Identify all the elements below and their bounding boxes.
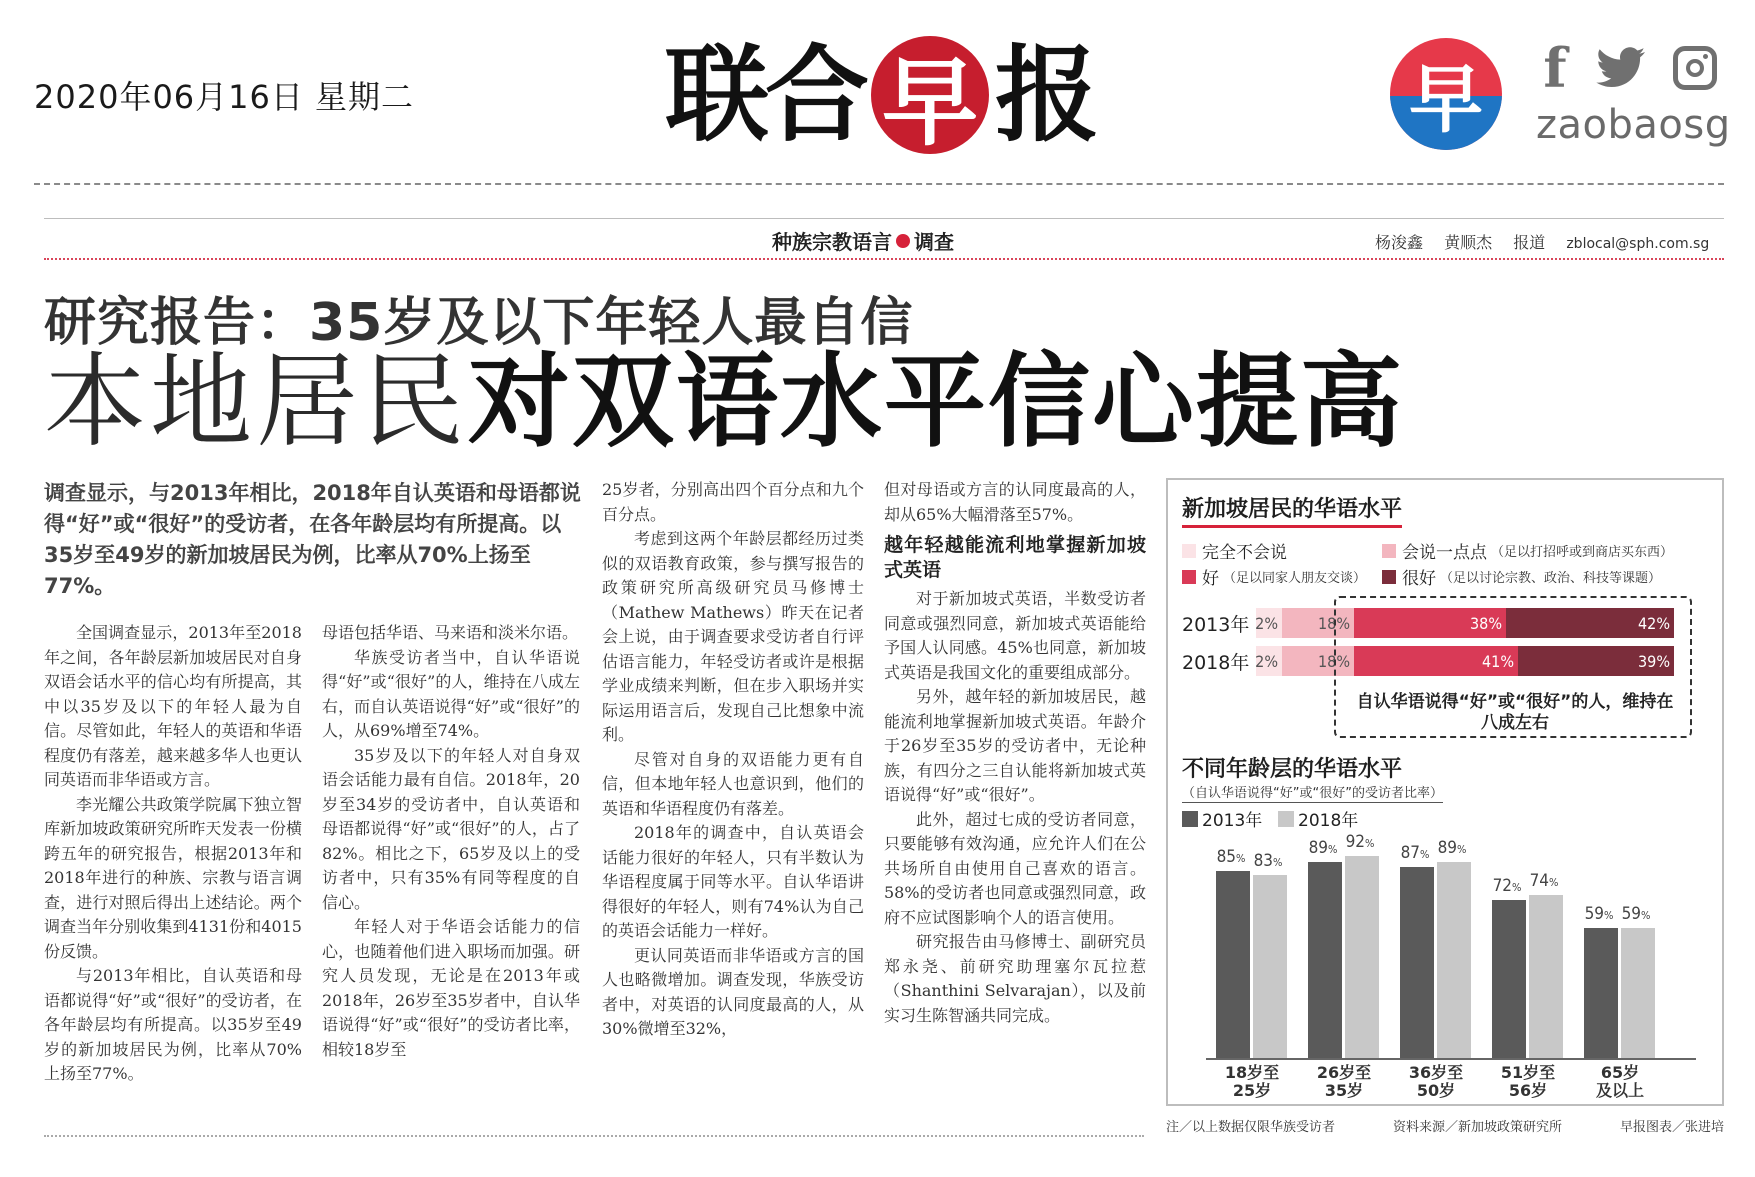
author-name: 杨浚鑫	[1375, 233, 1424, 252]
article-headline	[44, 344, 1404, 461]
body-column-4	[884, 478, 1146, 1028]
author-name: 黄顺杰	[1444, 233, 1493, 252]
chart2-data-label: 85%	[1216, 847, 1246, 867]
body-paragraph: 母语包括华语、马来语和淡米尔语。	[322, 623, 579, 642]
infographic-credits	[1166, 1116, 1724, 1135]
body-column-1	[44, 621, 302, 1087]
article-subheadline: 研究报告：35岁及以下年轻人最自信	[44, 293, 914, 353]
section-label	[772, 226, 954, 255]
chart2-bar	[1584, 928, 1618, 1058]
chart2-plot	[1168, 480, 1726, 1108]
logo-glyph: 早	[1409, 57, 1483, 143]
page-frame-line	[44, 218, 1724, 219]
legend-note: （足以讨论宗教、政治、科技等课题）	[1440, 571, 1662, 586]
chart2-data-label: 83%	[1253, 851, 1283, 872]
body-paragraph: 另外，越年轻的新加坡居民，越能流利地掌握新加坡式英语。年龄介于26岁至35岁的受访者中，无论种族，有四分之三自认能将新加坡式英语说得“好”或“很好”。	[884, 687, 1146, 804]
legend-label: 很好	[1402, 569, 1436, 589]
article-lead: 调查显示，与2013年相比，2018年自认英语和母语都说得“好”或“很好”的受访者，在各年龄层均有所提高。以35岁至49岁的新加坡居民为例，比率从70%上扬至77%。	[44, 481, 581, 598]
body-paragraph: 考虑到这两个年龄层都经历过类似的双语教育政策，参与撰写报告的政策研究所高级研究员马修博士（Mathew Mathews）昨天在记者会上说，由于调查要求受访者自行评估语言能力，年轻受访者或许是根据学业成绩来判断，但在步入职场并实际运用语言后，发现自己比想象中流利。	[602, 529, 864, 744]
byline-email[interactable]: zblocal@sph.com.sg	[1566, 236, 1710, 252]
chart1-bar-segment: 38%	[1354, 608, 1506, 638]
chart2-category-label: 36岁至 50岁	[1408, 1063, 1464, 1100]
chart2-title: 不同年龄层的华语水平	[1182, 757, 1403, 782]
chart2-data-label: 72%	[1492, 875, 1522, 896]
chart2-bar	[1621, 928, 1655, 1058]
chart2-bar	[1529, 895, 1563, 1058]
chart2-subtitle: （自认华语说得“好”或“很好”的受访者比率）	[1182, 782, 1443, 803]
body-paragraph: 尽管对自身的双语能力更有自信，但本地年轻人也意识到，他们的英语和华语程度仍有落差。	[602, 749, 864, 818]
credit-note: 注／以上数据仅限华族受访者	[1166, 1120, 1336, 1135]
chart2-bar	[1437, 862, 1471, 1058]
chart1-category-label: 2013年	[1182, 613, 1250, 636]
body-paragraph: 2018年的调查中，自认英语会话能力很好的年轻人，只有半数认为华语程度属于同等水平。自认华语讲得很好的年轻人，则有74%认为自己的英语会话能力一样好。	[602, 823, 864, 940]
infographic-box	[1166, 478, 1724, 1106]
twitter-icon[interactable]	[1596, 40, 1646, 96]
chart2-bar	[1308, 862, 1342, 1058]
body-paragraph: 25岁者，分别高出四个百分点和九个百分点。	[602, 480, 864, 524]
chart2-data-label: 87%	[1400, 842, 1430, 863]
chart1-bar-segment: 2%	[1256, 646, 1282, 676]
chart2-bar	[1492, 900, 1526, 1058]
body-column-3	[602, 478, 864, 1042]
chart1-bar-segment: 42%	[1506, 608, 1674, 638]
chart1-category-label: 2018年	[1182, 651, 1250, 674]
legend-label: 2013年	[1202, 811, 1263, 831]
body-paragraph: 华族受访者当中，自认华语说得“好”或“很好”的人，维持在八成左右，而自认英语说得“好”或“很好”的人，从69%增至74%。	[322, 647, 580, 740]
legend-note: （足以打招呼或到商店买东西）	[1491, 545, 1674, 560]
legend-label: 好	[1202, 569, 1219, 589]
section-divider	[44, 258, 1724, 260]
chart1-title: 新加坡居民的华语水平	[1182, 492, 1402, 528]
credit-graphic: 早报图表／张进培	[1619, 1120, 1724, 1135]
headline-light: 本地居民	[44, 343, 468, 462]
body-paragraph: 35岁及以下的年轻人对自身双语会话能力最有自信。2018年，20岁至34岁的受访者中，自认英语和母语都说得“好”或“很好”的人，占了82%。相比之下，65岁及以上的受访者中，只有35%有同等程度的自信心。	[322, 745, 580, 912]
masthead-char: 合	[765, 33, 866, 156]
chart2-data-label: 89%	[1437, 838, 1467, 859]
body-paragraph: 年轻人对于华语会话能力的信心，也随着他们进入职场而加强。研究人员发现，无论是在2013年或2018年，26岁至35岁者中，自认华语说得“好”或“很好”的受访者比率，相较18岁至	[322, 917, 580, 1059]
twitter-bird-icon	[1596, 47, 1646, 89]
instagram-glyph	[1673, 46, 1717, 90]
chart1-bar-segment: 18%	[1282, 608, 1354, 638]
section-dot-icon	[896, 234, 910, 248]
chart1-annotation: 自认华语说得“好”或“很好”的人，维持在八成左右	[1356, 692, 1674, 733]
masthead-seal: 早	[871, 36, 989, 154]
legend-label: 完全不会说	[1202, 543, 1287, 563]
page-bottom-divider	[44, 1135, 1144, 1137]
masthead-char: 联	[665, 33, 766, 156]
social-links	[1530, 36, 1731, 150]
body-paragraph: 研究报告由马修博士、副研究员郑永尧、前研究助理塞尔瓦拉惹（Shanthini Selvarajan），以及前实习生陈智涵共同完成。	[884, 932, 1146, 1025]
chart2-data-label: 74%	[1529, 871, 1559, 892]
body-paragraph: 但对母语或方言的认同度最高的人，却从65%大幅滑落至57%。	[884, 480, 1146, 524]
chart1-bar-segment: 18%	[1282, 646, 1354, 676]
legend-note: （足以同家人朋友交谈）	[1223, 571, 1367, 586]
chart2-bar	[1400, 867, 1434, 1058]
section-name: 种族宗教语言	[772, 230, 892, 254]
masthead-char: 报	[995, 33, 1096, 156]
chart2-category-label: 51岁至 56岁	[1500, 1063, 1556, 1100]
header-divider	[34, 183, 1724, 185]
chart2-category-label: 18岁至 25岁	[1224, 1063, 1280, 1100]
chart2-category-label: 65岁 及以上	[1595, 1063, 1644, 1100]
chart2-bar	[1216, 871, 1250, 1058]
zaobao-app-logo-icon[interactable]	[1390, 38, 1502, 150]
chart2-data-label: 92%	[1345, 831, 1375, 852]
legend-label: 会说一点点	[1402, 543, 1487, 563]
instagram-icon[interactable]	[1670, 40, 1720, 96]
byline-role: 报道	[1513, 233, 1546, 252]
chart2-data-label: 89%	[1308, 838, 1338, 859]
credit-source: 资料来源／新加坡政策研究所	[1392, 1120, 1562, 1135]
body-paragraph: 更认同英语而非华语或方言的国人也略微增加。调查发现，华族受访者中，对英语的认同度最高的人，从30%微增至32%，	[602, 945, 864, 1038]
chart2-x-axis	[1206, 1058, 1696, 1060]
byline	[1375, 230, 1709, 253]
body-crosshead: 越年轻越能流利地掌握新加坡式英语	[884, 534, 1146, 581]
facebook-icon[interactable]: f	[1543, 36, 1567, 100]
masthead-logo	[665, 30, 1095, 160]
chart1-bar-segment: 39%	[1518, 646, 1674, 676]
body-paragraph: 与2013年相比，自认英语和母语都说得“好”或“很好”的受访者，在各年龄层均有所提高。以35岁至49岁的新加坡居民为例，比率从70%上扬至77%。	[44, 966, 302, 1083]
body-paragraph: 此外，超过七成的受访者同意，只要能够有效沟通，应允许人们在公共场所自由使用自己喜欢的语言。58%的受访者也同意或强烈同意，政府不应试图影响个人的语言使用。	[884, 809, 1146, 927]
section-subname: 调查	[914, 230, 954, 254]
social-handle[interactable]: zaobaosg	[1536, 102, 1731, 148]
body-paragraph: 对于新加坡式英语，半数受访者同意或强烈同意，新加坡式英语能给予国人认同感。45%也同意，新加坡式英语是我国文化的重要组成部分。	[884, 589, 1146, 682]
chart2-bar	[1253, 875, 1287, 1058]
body-paragraph: 全国调查显示，2013年至2018年之间，各年龄层新加坡居民对自身双语会话水平的信心均有所提高，其中以35岁及以下的年轻人最为自信。尽管如此，年轻人的英语和华语程度仍有落差，越来越多华人也更认同英语而非华语或方言。	[44, 623, 302, 789]
headline-bold: 对双语水平信心提高	[468, 343, 1404, 462]
body-paragraph: 李光耀公共政策学院属下独立智库新加坡政策研究所昨天发表一份横跨五年的研究报告，根据2013年和2018年进行的种族、宗教与语言调查，进行对照后得出上述结论。两个调查当年分别收集到4131份和4015份反馈。	[44, 794, 302, 961]
chart1-bar-segment: 41%	[1354, 646, 1518, 676]
publication-date: 2020年06月16日 星期二	[34, 78, 415, 116]
body-column-2	[322, 621, 580, 1062]
chart1-bar-segment: 2%	[1256, 608, 1282, 638]
chart2-category-label: 26岁至 35岁	[1316, 1063, 1372, 1100]
chart2-bar	[1345, 856, 1379, 1058]
chart2-data-label: 59%	[1584, 904, 1614, 925]
chart2-data-label: 59%	[1621, 904, 1651, 925]
legend-label: 2018年	[1298, 811, 1359, 831]
